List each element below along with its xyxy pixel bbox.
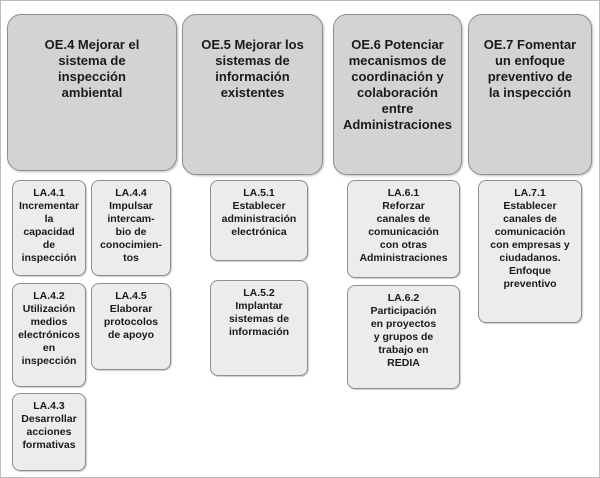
objective-oe7-box: OE.7 Fomentar un enfoque preventivo de la inspección [468,14,592,175]
objective-oe4-box: OE.4 Mejorar el sistema de inspección ambiental [7,14,177,171]
objective-oe5-box: OE.5 Mejorar los sistemas de información existentes [182,14,323,175]
action-line-la41-box: LA.4.1 Incrementar la capacidad de inspección [12,180,86,276]
action-line-la51-box: LA.5.1 Establecer administración electrónica [210,180,308,261]
action-line-la52-box: LA.5.2 Implantar sistemas de información [210,280,308,376]
action-line-la71-box: LA.7.1 Establecer canales de comunicación con empresas y ciudadanos. Enfoque preventivo [478,180,582,323]
action-line-la44-box: LA.4.4 Impulsar intercam- bio de conocimien- tos [91,180,171,276]
action-line-la61-box: LA.6.1 Reforzar canales de comunicación con otras Administraciones [347,180,460,278]
objective-oe6-box: OE.6 Potenciar mecanismos de coordinación y colaboración entre Administraciones [333,14,462,175]
action-line-la43-box: LA.4.3 Desarrollar acciones formativas [12,393,86,471]
action-line-la42-box: LA.4.2 Utilización medios electrónicos en inspección [12,283,86,387]
action-line-la45-box: LA.4.5 Elaborar protocolos de apoyo [91,283,171,370]
action-line-la62-box: LA.6.2 Participación en proyectos y grupos de trabajo en REDIA [347,285,460,389]
